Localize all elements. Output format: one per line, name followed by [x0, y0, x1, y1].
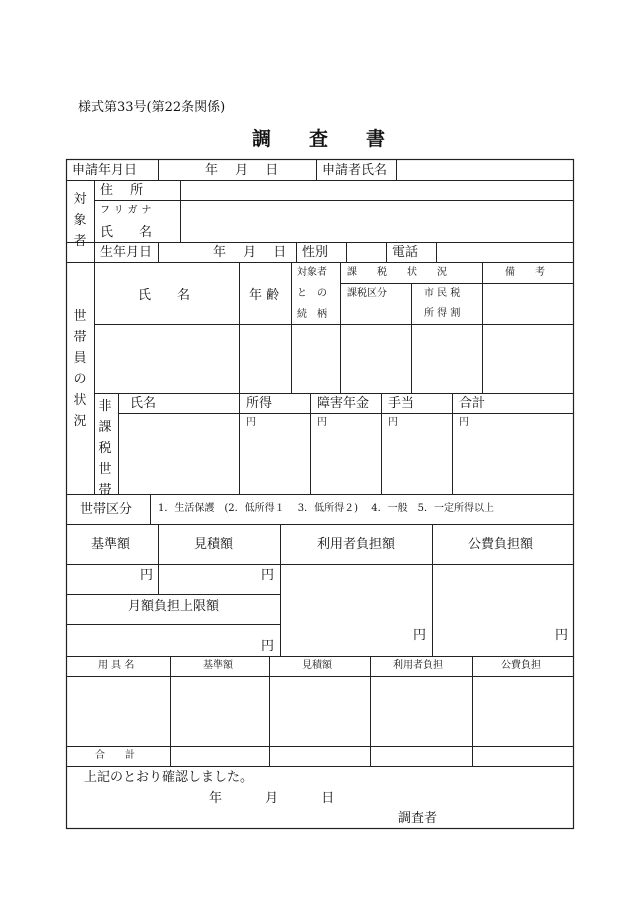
phone-field[interactable] [437, 243, 573, 262]
sex-field[interactable] [347, 243, 386, 262]
public-burden-field[interactable] [433, 565, 573, 656]
applicant-name-field[interactable] [397, 160, 573, 180]
relation-header-line3: 続 柄 [297, 309, 327, 320]
household-section-label: 世 帯 員 の 状 況 [73, 309, 87, 429]
form-number: 様式第33号(第22条関係) [78, 100, 226, 115]
equipment-standard-header: 基準額 [203, 660, 233, 671]
income-yen: 円 [246, 417, 256, 428]
tax-class-header: 課税区分 [347, 288, 387, 299]
equipment-user-burden-header: 利用者負担 [393, 660, 443, 671]
monthly-limit-label: 月額負担上限額 [128, 599, 220, 614]
investigator-field[interactable] [445, 806, 571, 826]
equipment-estimate-header: 見積額 [302, 660, 332, 671]
tax-status-header: 課 税 状 況 [347, 267, 447, 278]
estimate-amount-field[interactable] [159, 565, 280, 594]
confirmation-date-field[interactable]: 年 月 日 [209, 791, 335, 806]
disability-pension-label: 障害年金 [317, 396, 370, 411]
application-date-label: 申請年月日 [72, 163, 138, 178]
subject-name-field[interactable] [181, 201, 573, 242]
user-burden-label: 利用者負担額 [317, 537, 396, 552]
birthdate-label: 生年月日 [100, 245, 153, 260]
standard-amount-field[interactable] [67, 565, 158, 594]
standard-amount-label: 基準額 [91, 537, 131, 552]
pension-yen: 円 [317, 417, 327, 428]
member-name-header: 氏 名 [138, 288, 191, 303]
equipment-public-burden-header: 公費負担 [501, 660, 541, 671]
sex-label: 性別 [302, 245, 329, 260]
estimate-amount-label: 見積額 [194, 537, 234, 552]
nontaxable-section-label: 非 課 税 世 帯 [98, 399, 112, 498]
user-burden-field[interactable] [281, 565, 432, 656]
allowance-label: 手当 [388, 396, 415, 411]
address-label: 住 所 [100, 183, 144, 198]
equipment-row[interactable] [67, 677, 573, 746]
equipment-name-header: 用 具 名 [98, 660, 135, 671]
relation-header-line1: 対象者 [297, 267, 327, 278]
birthdate-field[interactable]: 年 月 日 [213, 245, 287, 260]
total-yen: 円 [459, 417, 469, 428]
municipal-tax-header-line1: 市 民 税 [424, 288, 461, 299]
nontaxable-member-row[interactable] [119, 414, 573, 494]
municipal-tax-header-line2: 所 得 割 [424, 308, 461, 319]
equipment-total-row[interactable] [171, 747, 573, 766]
allowance-yen: 円 [388, 417, 398, 428]
address-field[interactable] [181, 181, 573, 200]
income-label: 所得 [246, 396, 273, 411]
monthly-limit-yen: 円 [261, 639, 275, 654]
public-burden-label: 公費負担額 [468, 537, 534, 552]
remarks-header: 備 考 [505, 267, 545, 278]
total-label: 合計 [459, 396, 486, 411]
household-class-options[interactable]: 1．生活保護 (2．低所得１ 3．低所得２) 4．一般 5．一定所得以上 [158, 503, 494, 514]
age-header: 年 齢 [249, 288, 280, 303]
document-title: 調 査 書 [252, 128, 386, 150]
phone-label: 電話 [392, 245, 419, 260]
public-burden-yen: 円 [555, 628, 569, 643]
monthly-limit-field[interactable] [67, 625, 280, 656]
applicant-name-label: 申請者氏名 [322, 163, 388, 178]
name-label: 氏 名 [100, 225, 153, 240]
furigana-label: フリガナ [100, 205, 156, 216]
application-date-field[interactable]: 年 月 日 [205, 163, 279, 178]
subject-section-label: 対 象 者 [73, 192, 87, 249]
household-class-label: 世帯区分 [80, 502, 133, 517]
investigator-label: 調査者 [398, 811, 438, 826]
equipment-total-label: 合 計 [95, 750, 135, 761]
household-member-row[interactable] [95, 325, 573, 393]
nontaxable-name-label: 氏名 [130, 396, 157, 411]
estimate-amount-yen: 円 [261, 568, 275, 583]
user-burden-yen: 円 [413, 628, 427, 643]
relation-header-line2: と の [297, 288, 327, 299]
confirmation-statement: 上記のとおり確認しました。 [84, 770, 254, 785]
standard-amount-yen: 円 [140, 568, 154, 583]
